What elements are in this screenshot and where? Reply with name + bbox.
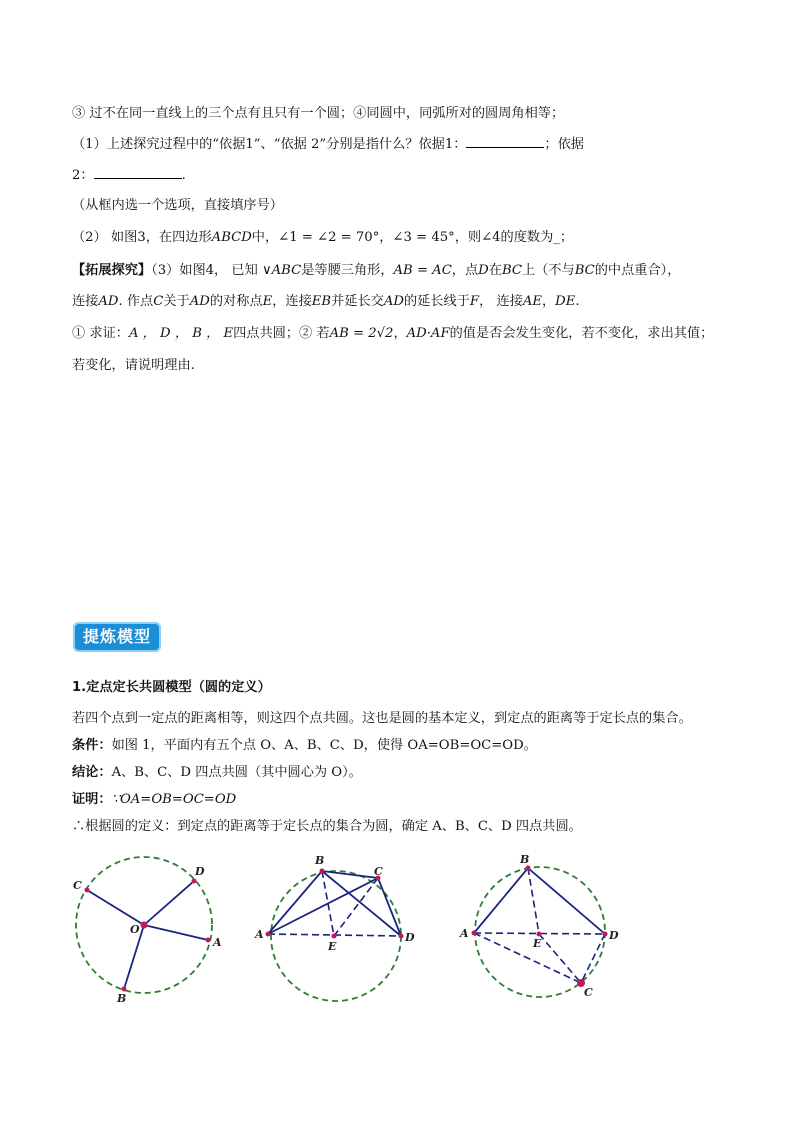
question-2: （2） 如图3，在四边形ABCD中，∠1 = ∠2 = 70°，∠3 = 45°，则∠4的度数为_； xyxy=(72,230,574,245)
conclusion-line: 结论：A、B、C、D 四点共圆（其中圆心为 O）。 xyxy=(72,765,362,780)
fig1-point-b xyxy=(122,987,127,992)
question-1-cont: 2： . xyxy=(72,168,186,183)
fig2-label-e: E xyxy=(328,940,337,953)
fig2-seg-be xyxy=(322,871,334,936)
fig3-seg-be xyxy=(528,868,539,934)
fig1-label-d: D xyxy=(195,865,205,878)
section-badge: 提炼模型 xyxy=(73,622,161,652)
problem-line-1: ③ 过不在同一直线上的三个点有且只有一个圆；④同圆中，同弧所对的圆周角相等； xyxy=(72,106,565,121)
fig3-seg-bd xyxy=(528,868,605,934)
fig3-label-c: C xyxy=(584,986,593,999)
fig2-label-d: D xyxy=(405,931,415,944)
condition-line: 条件：如图 1，平面内有五个点 O、A、B、C、D，使得 OA=OB=OC=OD。 xyxy=(72,738,537,753)
fig2-point-e xyxy=(332,934,337,939)
fig1-label-c: C xyxy=(73,879,82,892)
fig1-point-o xyxy=(141,922,148,929)
fig3-point-e xyxy=(537,932,542,937)
fig3-label-a: A xyxy=(460,927,469,940)
fig2-label-c: C xyxy=(374,865,383,878)
fig2-seg-ac xyxy=(268,878,378,934)
fig3-seg-ba xyxy=(474,868,528,933)
fig3-point-d xyxy=(603,932,608,937)
fig1-seg-oa xyxy=(144,925,208,940)
fig2-label-a: A xyxy=(255,928,264,941)
definition-paragraph: 若四个点到一定点的距离相等，则这四个点共圆。这也是圆的基本定义，到定点的距离等于定长点的集合。 xyxy=(72,711,692,726)
fig1-point-d xyxy=(192,879,197,884)
fig3-label-e: E xyxy=(533,937,542,950)
fig1-seg-oc xyxy=(87,890,144,925)
fig3-label-d: D xyxy=(609,929,619,942)
fig3-seg-ec xyxy=(539,934,581,983)
fig1-seg-od xyxy=(144,881,194,925)
figure-1-diagram xyxy=(60,848,230,1008)
fig1-label-b: B xyxy=(117,992,127,1005)
fig2-point-d xyxy=(399,934,404,939)
fig3-label-b: B xyxy=(520,853,530,866)
extension-line-1: 【拓展探究】（3）如图4， 已知 ∨ABC是等腰三角形，AB = AC，点D在BC上（不与BC的中点重合）， xyxy=(72,263,681,278)
fig3-point-b xyxy=(526,866,531,871)
fig2-seg-bd xyxy=(322,871,401,936)
fig2-seg-ba xyxy=(268,871,322,934)
extension-line-3: ① 求证：A ， D ， B ， E四点共圆；② 若AB = 2√2，AD·AF的值是否会发生变化，若不变化，求出其值； xyxy=(72,326,714,341)
fig2-point-b xyxy=(320,869,325,874)
fig1-point-a xyxy=(206,938,211,943)
fig3-point-a xyxy=(472,931,477,936)
proof-line: 证明：∵OA=OB=OC=OD xyxy=(72,792,237,807)
answer-blank-2[interactable] xyxy=(94,166,182,179)
fig2-point-a xyxy=(266,932,271,937)
extension-line-4: 若变化，请说明理由. xyxy=(72,358,195,373)
answer-blank-1[interactable] xyxy=(466,135,544,148)
question-1: （1）上述探究过程中的“依据1”、“依据 2”分别是指什么？依据1： ；依据 xyxy=(72,137,584,152)
extension-line-2: 连接AD. 作点C关于AD的对称点E，连接EB并延长交AD的延长线于F， 连接AE，DE. xyxy=(72,294,580,309)
section-title: 1.定点定长共圆模型（圆的定义） xyxy=(72,680,271,695)
hint-line: （从框内选一个选项，直接填序号） xyxy=(72,198,283,213)
fig2-label-b: B xyxy=(315,854,325,867)
therefore-line: ∴根据圆的定义：到定点的距离等于定长点的集合为圆，确定 A、B、C、D 四点共圆。 xyxy=(72,819,582,834)
fig3-seg-ac xyxy=(474,933,581,983)
fig1-label-o: O xyxy=(130,923,140,936)
fig1-point-c xyxy=(85,888,90,893)
fig1-label-a: A xyxy=(213,936,222,949)
figure-2-diagram xyxy=(250,850,420,1010)
figure-3-diagram xyxy=(455,850,625,1010)
fig3-seg-dc xyxy=(581,934,605,983)
